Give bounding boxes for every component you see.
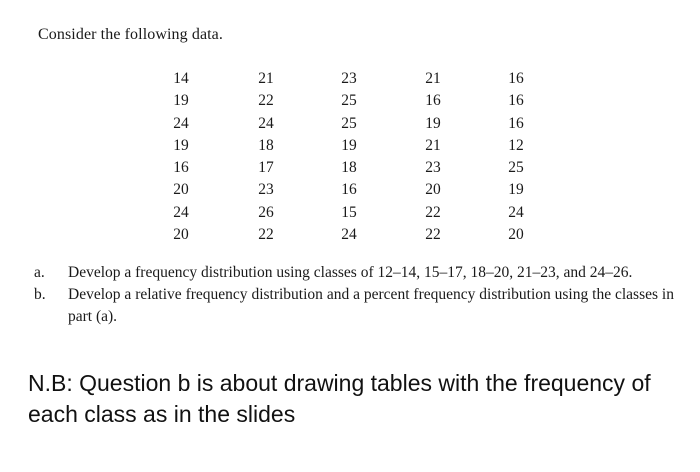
data-cell: 16 bbox=[341, 181, 357, 199]
intro-text: Consider the following data. bbox=[38, 26, 223, 43]
data-cell: 19 bbox=[508, 181, 524, 199]
data-cell: 16 bbox=[508, 70, 524, 87]
data-cell: 22 bbox=[425, 226, 441, 244]
data-cell: 17 bbox=[258, 159, 274, 177]
note-text: N.B: Question b is about drawing tables with the frequency of each class as in the slides bbox=[28, 370, 651, 427]
data-cell: 15 bbox=[341, 203, 357, 221]
data-cell: 18 bbox=[341, 159, 357, 177]
data-cell: 22 bbox=[258, 92, 274, 110]
data-cell: 22 bbox=[425, 203, 441, 221]
part-text: Develop a relative frequency distribution and a percent frequency distribution using the classes in part (a). bbox=[68, 286, 674, 325]
data-cell: 19 bbox=[341, 136, 357, 154]
data-column-1 bbox=[161, 68, 201, 246]
data-cell: 21 bbox=[258, 70, 274, 87]
data-cell: 22 bbox=[258, 226, 274, 244]
question-part-a bbox=[34, 262, 674, 284]
data-cell: 25 bbox=[341, 114, 357, 132]
data-cell: 25 bbox=[508, 159, 524, 177]
data-cell: 24 bbox=[173, 114, 189, 132]
part-letter: b. bbox=[34, 286, 46, 303]
data-cell: 16 bbox=[173, 159, 189, 177]
data-cell: 23 bbox=[341, 70, 357, 87]
data-cell: 24 bbox=[173, 203, 189, 221]
data-cell: 23 bbox=[258, 181, 274, 199]
data-cell: 24 bbox=[508, 203, 524, 221]
data-cell: 20 bbox=[425, 181, 441, 199]
data-cell: 23 bbox=[425, 159, 441, 177]
data-column-5 bbox=[496, 68, 536, 246]
data-cell: 26 bbox=[258, 203, 274, 221]
data-cell: 20 bbox=[173, 181, 189, 199]
data-cell: 21 bbox=[425, 70, 441, 87]
part-letter: a. bbox=[34, 264, 45, 281]
data-cell: 16 bbox=[508, 92, 524, 110]
data-cell: 16 bbox=[425, 92, 441, 110]
data-table bbox=[0, 68, 700, 248]
data-cell: 19 bbox=[173, 136, 189, 154]
data-cell: 19 bbox=[425, 114, 441, 132]
question-part-b bbox=[34, 284, 674, 328]
data-cell: 18 bbox=[258, 136, 274, 154]
data-cell: 16 bbox=[508, 114, 524, 132]
data-cell: 12 bbox=[508, 136, 524, 154]
data-cell: 20 bbox=[508, 226, 524, 244]
data-cell: 20 bbox=[173, 226, 189, 244]
data-cell: 24 bbox=[258, 114, 274, 132]
question-parts bbox=[34, 262, 674, 328]
data-cell: 14 bbox=[173, 70, 189, 87]
data-cell: 24 bbox=[341, 226, 357, 244]
data-column-4 bbox=[413, 68, 453, 246]
data-cell: 21 bbox=[425, 136, 441, 154]
data-cell: 25 bbox=[341, 92, 357, 110]
data-cell: 19 bbox=[173, 92, 189, 110]
data-column-2 bbox=[246, 68, 286, 246]
data-column-3 bbox=[329, 68, 369, 246]
part-text: Develop a frequency distribution using classes of 12–14, 15–17, 18–20, 21–23, and 24–26. bbox=[68, 264, 633, 281]
